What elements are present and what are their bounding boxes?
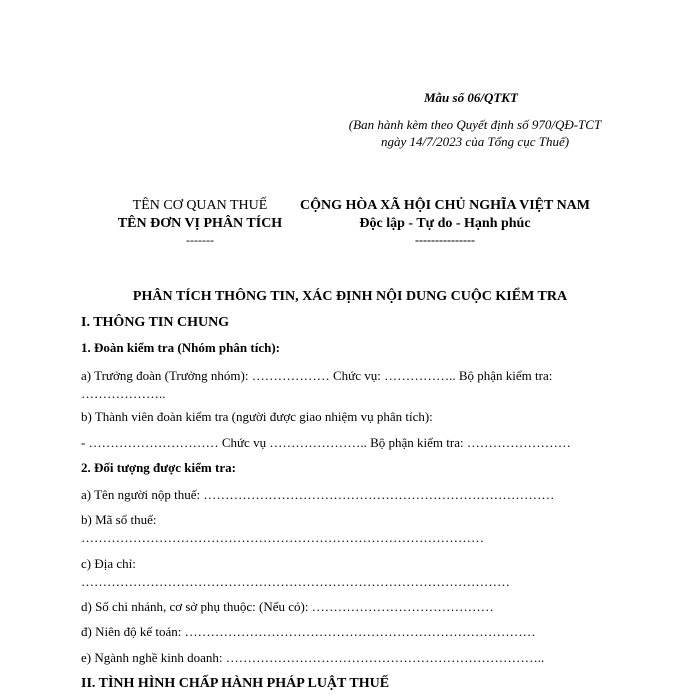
- agency-separator: -------: [186, 233, 214, 247]
- country-name: CỘNG HÒA XÃ HỘI CHỦ NGHĨA VIỆT NAM: [299, 198, 590, 213]
- section-general-info: I. THÔNG TIN CHUNG: [81, 315, 230, 330]
- subsection-audited-entity: 2. Đối tượng được kiểm tra:: [81, 460, 236, 475]
- national-separator: ---------------: [415, 233, 475, 247]
- taxpayer-name-line: a) Tên người nộp thuế: ………………………………………………………………………: [81, 487, 555, 502]
- team-member-entry: - ………………………… Chức vụ ………………….. Bộ phận kiểm tra: ……………………: [81, 435, 571, 450]
- national-heading: [280, 197, 610, 247]
- unit-name: TÊN ĐƠN VỊ PHÂN TÍCH: [117, 216, 283, 231]
- address-label: c) Địa chỉ:: [81, 556, 136, 571]
- address-line: ………………………………………………………………………………………: [81, 574, 510, 589]
- fiscal-year-line: đ) Niên độ kế toán: ………………………………………………………………………: [81, 624, 536, 639]
- tax-code-label: b) Mã số thuế:: [81, 512, 157, 527]
- issued-note-line-2: ngày 14/7/2023 của Tổng cục Thuế): [380, 134, 570, 149]
- form-code: Mẫu số 06/QTKT: [424, 90, 518, 105]
- document-title: PHÂN TÍCH THÔNG TIN, XÁC ĐỊNH NỘI DUNG CUỘC KIỂM TRA: [132, 289, 568, 304]
- tax-code-line: …………………………………………………………………………………: [81, 530, 484, 545]
- agency-name: TÊN CƠ QUAN THUẾ: [132, 198, 268, 213]
- business-line: e) Ngành nghề kinh doanh: ………………………………………………………………..: [81, 650, 545, 665]
- team-members-line: b) Thành viên đoàn kiểm tra (người được giao nhiệm vụ phân tích):: [81, 409, 433, 424]
- section-compliance: II. TÌNH HÌNH CHẤP HÀNH PHÁP LUẬT THUẾ: [81, 676, 390, 691]
- subsection-audit-team: 1. Đoàn kiểm tra (Nhóm phân tích):: [81, 340, 280, 355]
- team-leader-line-cont: ………………..: [81, 386, 166, 401]
- team-leader-line: a) Trưởng đoàn (Trưởng nhóm): ……………… Chức vụ: …………….. Bộ phận kiểm tra:: [81, 368, 553, 383]
- branch-count-line: d) Số chi nhánh, cơ sở phụ thuộc: (Nếu có): ……………………………………: [81, 599, 494, 614]
- issued-note-line-1: (Ban hành kèm theo Quyết định số 970/QĐ-TCT: [348, 117, 602, 132]
- national-motto: Độc lập - Tự do - Hạnh phúc: [359, 216, 531, 231]
- issued-note: [330, 116, 620, 150]
